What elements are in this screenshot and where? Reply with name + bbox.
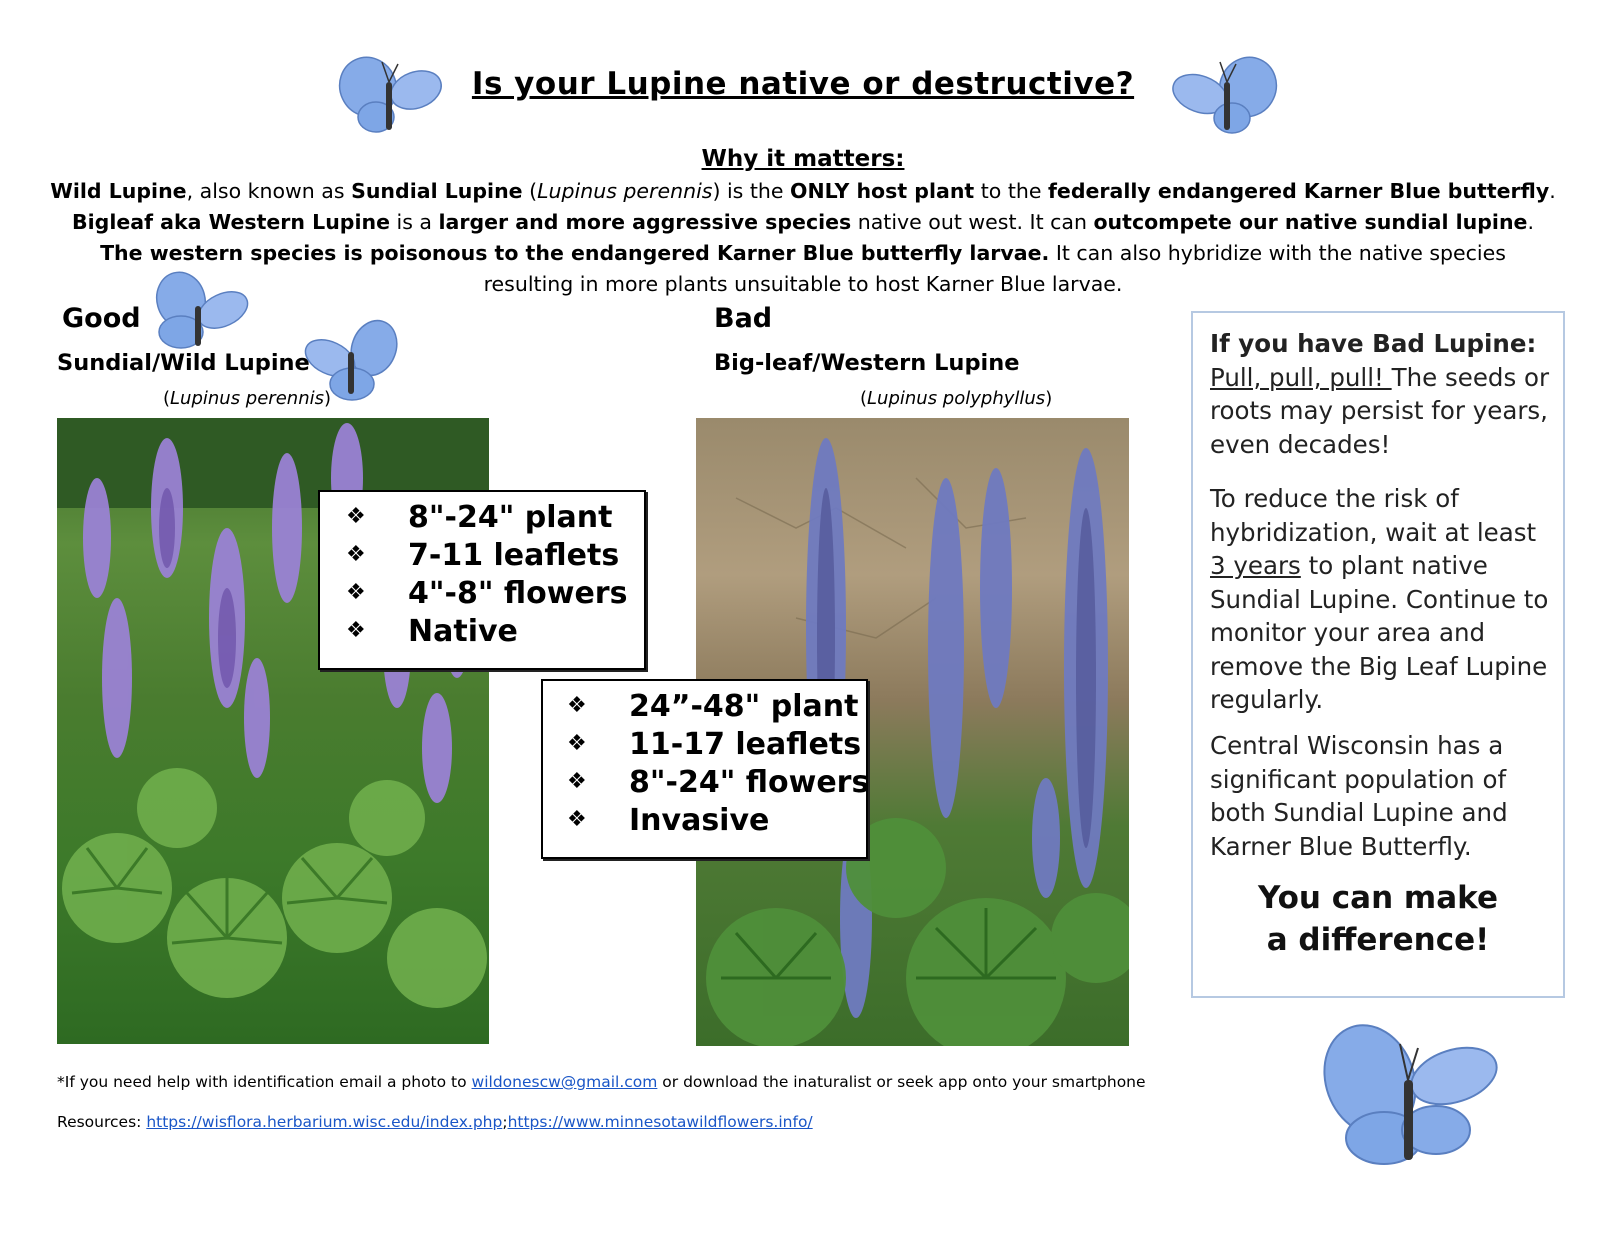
minnesota-wildflowers-link[interactable]: https://www.minnesotawildflowers.info/ <box>507 1113 813 1131</box>
intro-line-3: The western species is poisonous to the endangered Karner Blue butterfly larvae. It can also hybridize with the native species <box>100 241 1506 265</box>
diamond-bullet-icon: ❖ <box>346 542 366 567</box>
diamond-bullet-icon: ❖ <box>567 807 587 832</box>
bad-plant-name: Big-leaf/Western Lupine <box>714 350 1020 376</box>
good-scientific-name: (Lupinus perennis) <box>163 388 332 409</box>
butterfly-icon <box>1170 52 1280 142</box>
sidebar-paragraph-1: If you have Bad Lupine: Pull, pull, pull! The seeds or roots may persist for years, even decades! <box>1210 329 1550 459</box>
bad-scientific-name: (Lupinus polyphyllus) <box>860 388 1053 409</box>
advice-sidebar <box>1191 311 1565 998</box>
resources-line: Resources: https://wisflora.herbarium.wisc.edu/index.php;https://www.minnesotawildflowers.info/ <box>57 1113 813 1131</box>
sidebar-paragraph-2: To reduce the risk of hybridization, wait at least 3 years to plant native Sundial Lupine. Continue to monitor your area and remove the Big Leaf Lupine regularly. <box>1210 484 1549 714</box>
bad-facts-box: ❖ 24”-48" plant ❖ 11-17 leaflets ❖ 8"-24" flowers ❖ Invasive <box>541 679 868 859</box>
email-link[interactable]: wildonescw@gmail.com <box>471 1073 658 1091</box>
good-heading: Good <box>62 303 141 334</box>
butterfly-icon <box>300 318 406 406</box>
intro-line-1: Wild Lupine, also known as Sundial Lupine (Lupinus perennis) is the ONLY host plant to the federally endangered Karner Blue butterfly. <box>50 179 1556 203</box>
diamond-bullet-icon: ❖ <box>346 580 366 605</box>
sidebar-call-to-action: You can make a difference! <box>1258 880 1498 958</box>
diamond-bullet-icon: ❖ <box>346 618 366 643</box>
diamond-bullet-icon: ❖ <box>567 731 587 756</box>
good-plant-name: Sundial/Wild Lupine <box>57 350 310 376</box>
help-note: *If you need help with identification email a photo to wildonescw@gmail.com or download the inaturalist or seek app onto your smartphone <box>57 1073 1146 1091</box>
bad-heading: Bad <box>714 303 773 334</box>
page-title: Is your Lupine native or destructive? <box>471 66 1135 102</box>
intro-line-2: Bigleaf aka Western Lupine is a larger and more aggressive species native out west. It can outcompete our native sundial lupine. <box>72 210 1534 234</box>
wisflora-link[interactable]: https://wisflora.herbarium.wisc.edu/index.php <box>146 1113 503 1131</box>
diamond-bullet-icon: ❖ <box>346 504 366 529</box>
diamond-bullet-icon: ❖ <box>567 769 587 794</box>
good-facts-box: ❖ 8"-24" plant ❖ 7-11 leaflets ❖ 4"-8" flowers ❖ Native <box>318 490 646 670</box>
intro-paragraph <box>40 176 1566 300</box>
butterfly-icon <box>1314 1020 1500 1180</box>
sidebar-paragraph-3: Central Wisconsin has a significant population of both Sundial Lupine and Karner Blue Butterfly. <box>1210 731 1508 861</box>
sidebar-heading: If you have Bad Lupine: <box>1210 329 1537 358</box>
why-heading: Why it matters: <box>701 146 905 172</box>
butterfly-icon <box>338 52 446 142</box>
diamond-bullet-icon: ❖ <box>567 693 587 718</box>
intro-line-4: resulting in more plants unsuitable to host Karner Blue larvae. <box>483 272 1123 296</box>
butterfly-icon <box>143 270 251 356</box>
